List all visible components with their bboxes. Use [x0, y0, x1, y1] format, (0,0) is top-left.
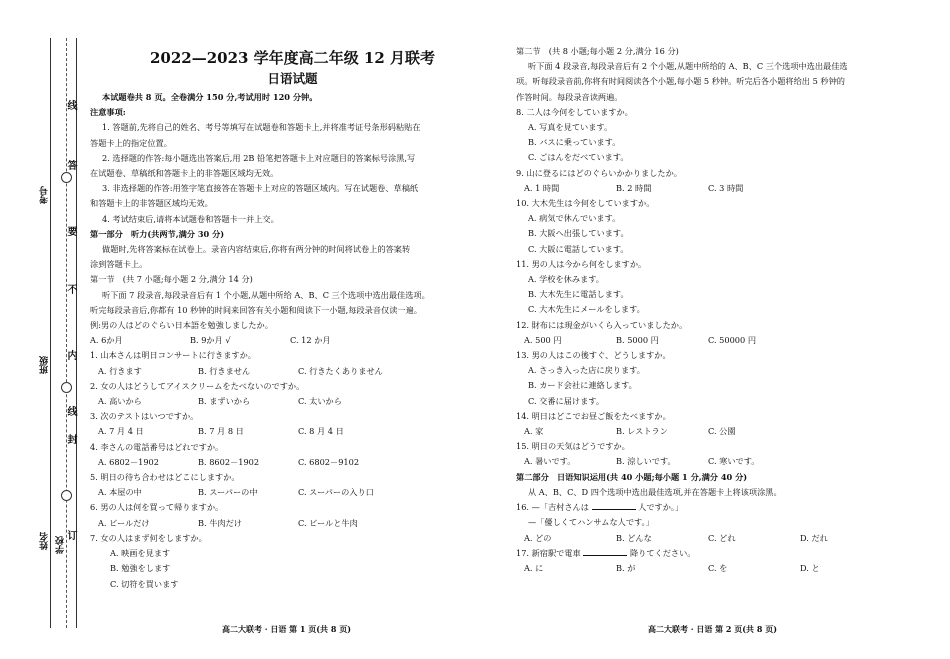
- section-two-desc: 项。听每段录音前,你将有时间阅读各个小题,每小题 5 秒钟。听完后各小题将给出 5 秒钟的: [516, 76, 845, 87]
- option: B. 7 月 8 日: [198, 426, 244, 437]
- options: [90, 485, 495, 500]
- option: A. 高いから: [98, 396, 142, 407]
- option: B. 行きません: [198, 365, 251, 376]
- answer-blank: [592, 501, 636, 510]
- option: B. 大阪へ出張しています。: [528, 228, 629, 239]
- option: C. 行きたくありません: [298, 365, 383, 376]
- option: C. 大阪に電話しています。: [528, 243, 629, 254]
- question: 2. 女の人はどうしてアイスクリームをたべないのですか。: [90, 380, 305, 391]
- question-text: 降りてください。: [629, 547, 696, 558]
- options: [90, 516, 495, 531]
- strip-word: 内: [65, 350, 76, 361]
- strip-word: 线: [65, 100, 76, 111]
- part-one-desc: 做题时,先将答案标在试卷上。录音内容结束后,你将有两分钟的时间将试卷上的答案转: [102, 244, 411, 255]
- xingming-label: 姓名: [40, 532, 50, 550]
- option: B. が: [616, 562, 636, 573]
- option: C. ごはんをだべています。: [528, 152, 629, 163]
- option: A. 6か月: [90, 335, 123, 346]
- option: A. に: [524, 562, 544, 573]
- option: B. バスに乗っています。: [528, 137, 621, 148]
- options: [516, 424, 926, 439]
- options: [90, 394, 495, 409]
- options: [90, 455, 495, 470]
- strip-circle: [61, 172, 72, 183]
- part-two-desc: 从 A、B、C、D 四个选项中选出最佳选项,并在答题卡上将该项涂黑。: [528, 486, 782, 497]
- binding-strip: [0, 0, 84, 659]
- option: B. まずいから: [198, 396, 251, 407]
- option: B. 8602－1902: [198, 456, 260, 467]
- option: A. どの: [524, 532, 552, 543]
- note-line: 4. 考试结束后,请将本试题卷和答题卡一并上交。: [102, 213, 279, 224]
- question-text: 16. —「吉村さんは: [516, 502, 589, 513]
- question: 11. 男の人は今から何をしますか。: [516, 258, 647, 269]
- section-one-desc: 听下面 7 段录音,每段录音后有 1 个小题,从题中所给 A、B、C 三个选项中选出最佳选项。: [102, 289, 430, 300]
- part-one-desc: 涂到答题卡上。: [90, 259, 148, 270]
- options: [516, 181, 926, 196]
- question-text: 17. 新宿駅で電車: [516, 547, 581, 558]
- question-text: —「優しくてハンサムな人です。」: [528, 517, 654, 528]
- option: A. 病気で休んでいます。: [528, 213, 621, 224]
- question: 3. 次のテストはいつですか。: [90, 411, 199, 422]
- option: B. スーパーの中: [198, 487, 258, 498]
- option: B. 大木先生に電話します。: [528, 289, 629, 300]
- strip-circle: [61, 490, 72, 501]
- option: A. ビールだけ: [98, 517, 150, 528]
- option: C. 切符を買います: [110, 578, 179, 589]
- options: [516, 333, 926, 348]
- option: B. 2 時間: [616, 182, 652, 193]
- option: C. 交番に届けます。: [528, 395, 605, 406]
- option: C. 太いから: [298, 396, 342, 407]
- option: C. ビールと牛肉: [298, 517, 358, 528]
- exam-intro: 本试题卷共 8 页。全卷满分 150 分,考试用时 120 分钟。: [102, 92, 318, 102]
- note-line: 在试题卷、草稿纸和答题卡上的非答题区域均无效。: [90, 168, 279, 179]
- options: [516, 454, 926, 469]
- question: 7. 女の人はまず何をしますか。: [90, 532, 207, 543]
- question: 4. 李さんの電話番号はどれですか。: [90, 441, 224, 452]
- strip-word: 不: [65, 284, 76, 295]
- section-one-desc: 听完每段录音后,你都有 10 秒钟的时间来回答有关小题和阅读下一小题,每段录音仅读一遍。: [90, 304, 422, 315]
- kaohao-label: 考号: [40, 186, 50, 204]
- option: B. カード会社に連絡します。: [528, 380, 637, 391]
- strip-word: 答: [65, 160, 76, 171]
- question: 1. 山本さんは明日コンサートに行きますか。: [90, 350, 256, 361]
- option: C. 3 時間: [708, 182, 744, 193]
- xuexiao-label: 学校: [56, 536, 66, 554]
- question: 15. 明日の天気はどうですか。: [516, 441, 630, 452]
- options: [516, 531, 926, 546]
- question: 6. 男の人は何を買って帰りますか。: [90, 502, 224, 513]
- option: B. 5000 円: [616, 334, 659, 345]
- strip-word: 订: [65, 530, 76, 541]
- question: 14. 明日はどこでお昼ご飯をたべますか。: [516, 410, 671, 421]
- page-two: [516, 44, 926, 576]
- section-one-heading: 第一节 (共 7 小题;每小题 2 分,满分 14 分): [90, 274, 253, 285]
- question: 9. 山に登るにはどのぐらいかかりましたか。: [516, 167, 682, 178]
- option: B. どんな: [616, 532, 652, 543]
- option: C. どれ: [708, 532, 736, 543]
- option: A. 写真を見ています。: [528, 122, 613, 133]
- strip-circle: [61, 382, 72, 393]
- question: 13. 男の人はこの後すぐ、どうしますか。: [516, 350, 671, 361]
- example-question: 例:男の人はどのぐらい日本語を勉強しましたか。: [90, 320, 273, 331]
- option: A. 映画を見ます: [110, 548, 171, 559]
- option: C. 寒いです。: [708, 456, 760, 467]
- option: A. 6802－1902: [98, 456, 159, 467]
- page-two-footer: 高二大联考 · 日语 第 2 页(共 8 页): [648, 624, 777, 634]
- option: A. 7 月 4 日: [98, 426, 144, 437]
- question-text: 人ですか。」: [638, 502, 684, 513]
- option: A. さっき入った店に戻ります。: [528, 365, 645, 376]
- exam-subtitle: 日语试题: [267, 71, 318, 86]
- question: 10. 大木先生は今何をしていますか。: [516, 198, 655, 209]
- options: [90, 424, 495, 439]
- option: C. を: [708, 562, 728, 573]
- option: C. 公園: [708, 426, 736, 437]
- option: B. 勉強をします: [110, 563, 171, 574]
- example-options: [90, 333, 495, 348]
- question: [516, 500, 926, 515]
- note-line: 1. 答题前,先将自己的姓名、考号等填写在试题卷和答题卡上,并将准考证号条形码粘贴在: [102, 122, 421, 133]
- option: A. 1 時間: [524, 182, 560, 193]
- option: A. 500 円: [524, 334, 562, 345]
- option: B. 涼しいです。: [616, 456, 676, 467]
- option: C. 6802－9102: [298, 456, 360, 467]
- note-line: 3. 非选择题的作答:用签字笔直接答在答题卡上对应的答题区域内。写在试题卷、草稿纸: [102, 183, 419, 194]
- option: C. スーパーの入り口: [298, 487, 374, 498]
- strip-word: 封: [65, 434, 76, 445]
- option: C. 12 か月: [290, 335, 331, 346]
- option: B. レストラン: [616, 426, 668, 437]
- option: C. 大木先生にメールをします。: [528, 304, 645, 315]
- options: [90, 364, 495, 379]
- option: A. 家: [524, 426, 544, 437]
- question: 8. 二人は今何をしていますか。: [516, 106, 633, 117]
- strip-word: 要: [65, 226, 76, 237]
- option: D. だれ: [800, 532, 828, 543]
- option: A. 行きます: [98, 365, 142, 376]
- option: A. 本屋の中: [98, 487, 142, 498]
- answer-blank: [583, 547, 627, 556]
- strip-word: 线: [65, 406, 76, 417]
- page-one: [90, 48, 495, 592]
- section-two-desc: 听下面 4 段录音,每段录音后有 2 个小题,从题中所给的 A、B、C 三个选项中选出最佳选: [528, 61, 848, 72]
- question: 12. 財布には現金がいくら入っていましたか。: [516, 319, 688, 330]
- question: 5. 明日の待ち合わせはどこにしますか。: [90, 472, 240, 483]
- option: B. 牛肉だけ: [198, 517, 242, 528]
- note-line: 答题卡上的指定位置。: [90, 137, 172, 148]
- section-two-heading: 第二节 (共 8 小题;每小题 2 分,满分 16 分): [516, 46, 679, 56]
- options: [516, 561, 926, 576]
- option: C. 8 月 4 日: [298, 426, 344, 437]
- option: B. 9か月 √: [190, 335, 231, 346]
- notes-title: 注意事项:: [90, 107, 126, 118]
- page-one-footer: 高二大联考 · 日语 第 1 页(共 8 页): [222, 624, 351, 634]
- note-line: 2. 选择题的作答:每小题选出答案后,用 2B 铅笔把答题卡上对应题目的答案标号涂黑,写: [102, 152, 416, 163]
- section-two-desc: 作答时间。每段录音读两遍。: [516, 91, 623, 102]
- option: A. 暑いです。: [524, 456, 576, 467]
- option: A. 学校を休みます。: [528, 274, 604, 285]
- option: C. 50000 円: [708, 334, 757, 345]
- part-two-heading: 第二部分 日语知识运用(共 40 小题;每小题 1 分,满分 40 分): [516, 471, 748, 482]
- note-line: 和答题卡上的非答题区域均无效。: [90, 198, 213, 209]
- part-one-heading: 第一部分 听力(共两节,满分 30 分): [90, 228, 225, 239]
- option: D. と: [800, 562, 820, 573]
- banji-label: 班级: [40, 356, 50, 374]
- exam-title: 2022—2023 学年度高二年级 12 月联考: [149, 49, 436, 67]
- question: [516, 546, 926, 561]
